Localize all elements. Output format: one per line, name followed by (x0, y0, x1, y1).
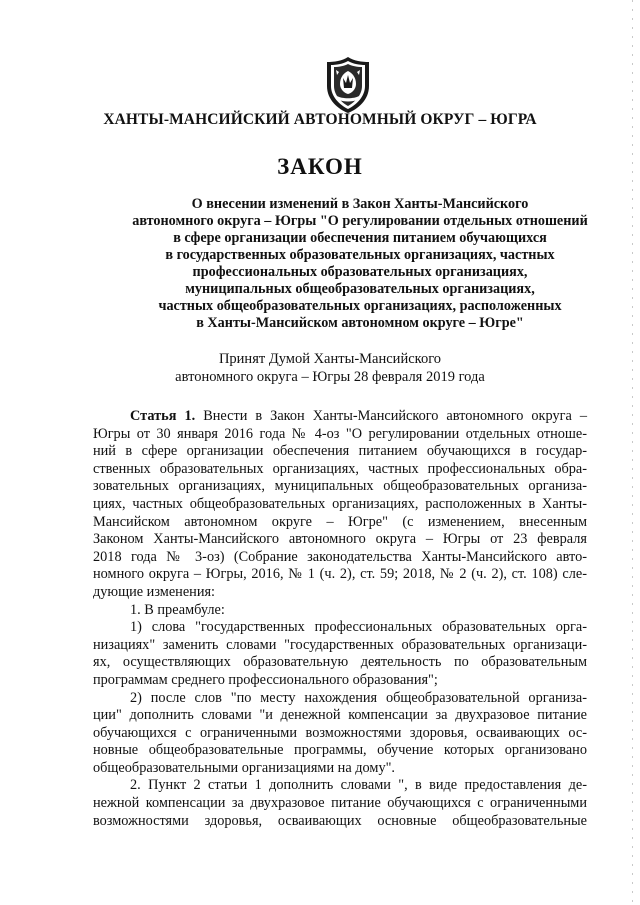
item-1-sub-1-line: низациях" заменить словами "государственных образовательных организаци- (93, 636, 587, 653)
scan-edge-divider (632, 0, 633, 905)
coat-of-arms-emblem (324, 56, 372, 114)
item-2-line: возможностями здоровья, осваивающих основные общеобразовательные (93, 812, 587, 829)
item-1-sub-2-line: новные общеобразовательные программы, обучение которых организовано (93, 742, 587, 759)
item-1-sub-2-line: обучающихся с ограниченными возможностями здоровья, осваивающих ос- (93, 724, 587, 741)
item-2-line: нежной компенсации за двухразовое питание обучающихся с ограниченными (93, 795, 587, 812)
article-1-line: Законом Ханты-Мансийского автономного округа – Югры от 23 февраля (93, 531, 587, 548)
region-heading: ХАНТЫ-МАНСИЙСКИЙ АВТОНОМНЫЙ ОКРУГ – ЮГРА (103, 111, 537, 128)
article-1-line: Югры от 30 января 2016 года № 4-оз "О регулировании отдельных отноше- (93, 425, 587, 442)
article-1-line: дующие изменения: (93, 583, 216, 600)
article-1-line: Мансийском автономном округе – Югре" (с изменением, внесенным (93, 513, 587, 530)
item-1-sub-1-line: программам среднего профессионального образования"; (93, 671, 438, 688)
article-1-line: ственных образовательных организациях, частных профессиональных обра- (93, 460, 587, 477)
article-1-line: ний в сфере организации обеспечения питанием обучающихся в государ- (93, 443, 587, 460)
article-1-line: циях, частных общеобразовательных организациях, расположенных в Ханты- (93, 495, 587, 512)
item-1-sub-2-line: общеобразовательными организациями на дому". (93, 759, 396, 776)
item-1-heading: 1. В преамбуле: (130, 601, 225, 618)
law-body (93, 408, 587, 830)
article-1-line: 2018 года № 3-оз) (Собрание законодательства Ханты-Мансийского авто- (93, 548, 587, 565)
law-title-line: муниципальных общеобразовательных организациях, (185, 281, 535, 297)
adoption-line: Принят Думой Ханты-Мансийского (218, 351, 442, 367)
item-1-sub-2-line: 2) после слов "по месту нахождения общеобразовательной организа- (130, 689, 587, 706)
article-1-line: номного округа – Югры, 2016, № 1 (ч. 2), ст. 59; 2018, № 2 (ч. 2), ст. 108) сле- (93, 566, 587, 583)
law-title-line: О внесении изменений в Закон Ханты-Мансийского (191, 196, 529, 212)
law-title (60, 196, 640, 332)
article-1-label: Статья 1. (130, 408, 196, 424)
law-title-line: в сфере организации обеспечения питанием обучающихся (173, 230, 547, 246)
law-title-line: частных общеобразовательных организациях, расположенных (158, 298, 562, 314)
adoption-note (0, 350, 640, 386)
law-title-line: профессиональных образовательных организациях, (192, 264, 528, 280)
law-title-line: в государственных образовательных организациях, частных (165, 247, 555, 263)
law-title-line: автономного округа – Югры "О регулировании отдельных отношений (132, 213, 588, 229)
item-1-sub-2-line: ции" дополнить словами "и денежной компенсации за двухразовое питание (93, 707, 587, 724)
article-1-first-line (93, 408, 587, 426)
law-title-line: в Ханты-Мансийском автономном округе – Югре" (196, 315, 524, 331)
document-type-title: ЗАКОН (277, 154, 363, 179)
article-1-text: Внести в Закон Ханты-Мансийского автономного округа – (203, 408, 587, 424)
adoption-line: автономного округа – Югры 28 февраля 2019 года (175, 369, 485, 385)
item-1-sub-1-line: ях, осуществляющих образовательную деятельность по образовательным (93, 654, 587, 671)
item-1-sub-1-line: 1) слова "государственных профессиональных образовательных орга- (130, 619, 587, 636)
item-2-line: 2. Пункт 2 статьи 1 дополнить словами ", в виде предоставления де- (130, 777, 587, 794)
article-1-line: зовательных организациях, муниципальных общеобразовательных организа- (93, 478, 587, 495)
